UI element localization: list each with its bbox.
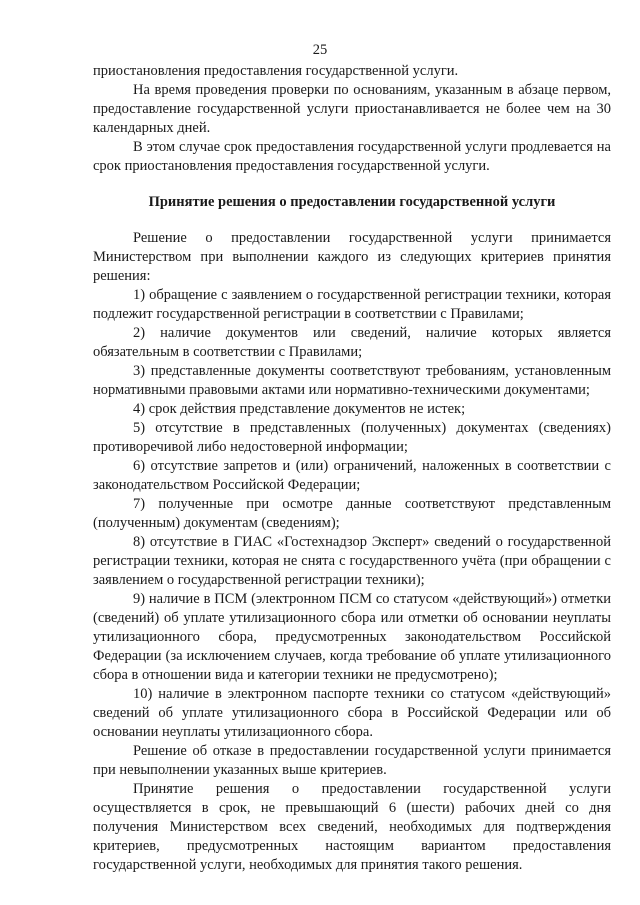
paragraph-decision-deadline: Принятие решения о предоставлении государственной услуги осуществляется в срок, не превышающий 6 (шести) рабочих дней со дня получения Министерством всех сведений, необходимых для подтверждения критериев, предусмотренных настоящим вариантом предоставления государственной услуги, необходимых для принятия такого решения. xyxy=(93,781,611,873)
paragraph-continuation: приостановления предоставления государственной услуги. xyxy=(93,63,459,79)
document-body xyxy=(93,62,611,875)
criterion-item-7: 7) полученные при осмотре данные соответствуют представленным (полученным) документам (сведениям); xyxy=(93,496,611,531)
paragraph-suspension-period: На время проведения проверки по основаниям, указанным в абзаце первом, предоставление государственной услуги приостанавливается не более чем на 30 календарных дней. xyxy=(93,82,611,136)
section-heading: Принятие решения о предоставлении государственной услуги xyxy=(148,194,556,210)
criterion-item-8: 8) отсутствие в ГИАС «Гостехнадзор Эксперт» сведений о государственной регистрации техники, которая не снята с государственного учёта (при обращении с заявлением о государственной регистрации техники); xyxy=(93,534,611,588)
paragraph-decision-criteria-intro: Решение о предоставлении государственной услуги принимается Министерством при выполнении каждого из следующих критериев принятия решения: xyxy=(93,230,611,284)
page-number: 25 xyxy=(312,42,328,58)
criterion-item-10: 10) наличие в электронном паспорте техники со статусом «действующий» сведений об уплате утилизационного сбора в Российской Федерации или об основании неуплаты утилизационного сбора. xyxy=(93,686,611,740)
criterion-item-5: 5) отсутствие в представленных (полученных) документах (сведениях) противоречивой либо недостоверной информации; xyxy=(93,420,611,455)
criterion-item-2: 2) наличие документов или сведений, наличие которых является обязательным в соответствии с Правилами; xyxy=(93,325,611,360)
criterion-item-6: 6) отсутствие запретов и (или) ограничений, наложенных в соответствии с законодательством Российской Федерации; xyxy=(93,458,611,493)
paragraph-refusal-decision: Решение об отказе в предоставлении государственной услуги принимается при невыполнении указанных выше критериев. xyxy=(93,743,611,778)
criterion-item-3: 3) представленные документы соответствуют требованиям, установленным нормативными правовыми актами или нормативно-техническими документами; xyxy=(93,363,611,398)
criterion-item-9: 9) наличие в ПСМ (электронном ПСМ со статусом «действующий») отметки (сведений) об уплате утилизационного сбора или отметки об основании неуплаты утилизационного сбора, предусмотренных законодательством Российской Федерации (за исключением случаев, когда требование об уплате утилизационного сбора в отношении вида и категории техники не предусмотрено); xyxy=(93,591,611,683)
paragraph-term-extension: В этом случае срок предоставления государственной услуги продлевается на срок приостановления предоставления государственной услуги. xyxy=(93,139,611,174)
criterion-item-4: 4) срок действия представление документов не истек; xyxy=(133,401,466,417)
criterion-item-1: 1) обращение с заявлением о государственной регистрации техники, которая подлежит государственной регистрации в соответствии с Правилами; xyxy=(93,287,611,322)
